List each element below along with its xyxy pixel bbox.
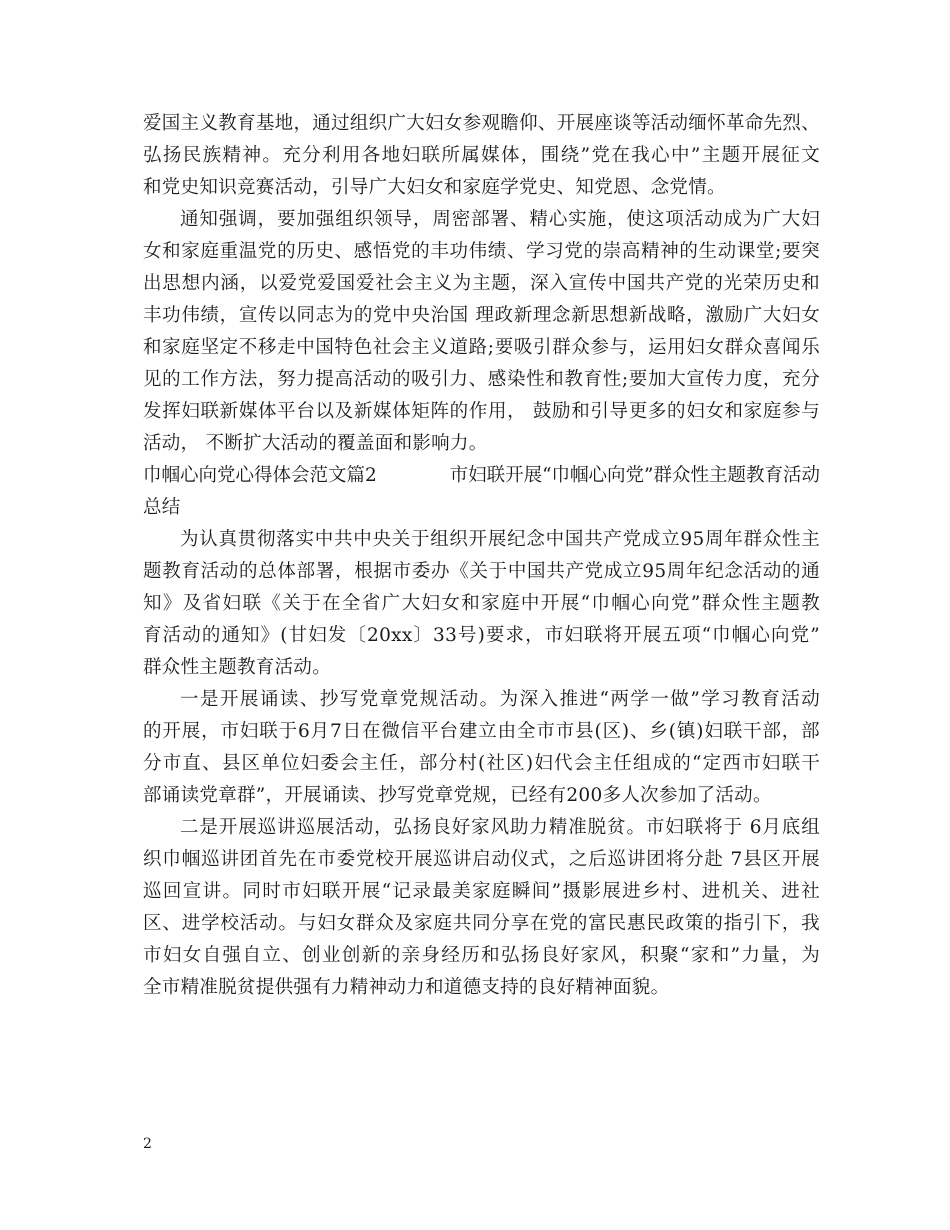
text-line: 一是开展诵读、抄写党章党规活动。为深入推进“两学一做”学习教育活动 — [180, 689, 820, 710]
text-line: 爱国主义教育基地，通过组织广大妇女参观瞻仰、开展座谈等活动缅怀革命先烈、 — [143, 113, 820, 134]
paragraph-intro — [143, 524, 820, 684]
text-line: 出思想内涵，以爱党爱国爱社会主义为主题，深入宣传中国共产党的光荣历史和 — [143, 273, 820, 294]
text-line: 二是开展巡讲巡展活动，弘扬良好家风助力精准脱贫。市妇联将于 6月底组 — [180, 817, 820, 838]
section-heading — [143, 460, 820, 492]
text-line: 市妇女自强自立、创业创新的亲身经历和弘扬良好家风，积聚“家和”力量，为 — [143, 945, 820, 966]
text-line: 区、进学校活动。与妇女群众及家庭共同分享在党的富民惠民政策的指引下，我 — [143, 913, 820, 934]
text-line: 见的工作方法，努力提高活动的吸引力、感染性和教育性;要加大宣传力度，充分 — [143, 369, 820, 390]
paragraph-continued — [143, 108, 820, 204]
text-line: 知》及省妇联《关于在全省广大妇女和家庭中开展“巾帼心向党”群众性主题教 — [143, 593, 820, 614]
text-line: 女和家庭重温党的历史、感悟党的丰功伟绩、学习党的崇高精神的生动课堂;要突 — [143, 241, 820, 262]
paragraph-notice — [143, 204, 820, 460]
text-line: 和家庭坚定不移走中国特色社会主义道路;要吸引群众参与，运用妇女群众喜闻乐 — [143, 337, 820, 358]
text-line: 为认真贯彻落实中共中央关于组织开展纪念中国共产党成立95周年群众性主 — [180, 529, 820, 550]
text-line: 题教育活动的总体部署，根据市委办《关于中国共产党成立95周年纪念活动的通 — [143, 561, 820, 582]
text-line: 通知强调，要加强组织领导，周密部署、精心实施，使这项活动成为广大妇 — [180, 209, 820, 230]
section-heading-left: 巾帼心向党心得体会范文篇2 — [143, 465, 377, 486]
text-line: 全市精准脱贫提供强有力精神动力和道德支持的良好精神面貌。 — [143, 977, 670, 998]
section-heading-continuation: 总结 — [143, 497, 181, 518]
text-line: 弘扬民族精神。充分利用各地妇联所属媒体，围绕”党在我心中”主题开展征文 — [143, 145, 820, 166]
page-number: 2 — [143, 1136, 152, 1152]
text-line: 和党史知识竞赛活动，引导广大妇女和家庭学党史、知党恩、念党情。 — [143, 177, 726, 198]
text-line: 巡回宣讲。同时市妇联开展“记录最美家庭瞬间”摄影展进乡村、进机关、进社 — [143, 881, 820, 902]
text-line: 发挥妇联新媒体平台以及新媒体矩阵的作用， 鼓励和引导更多的妇女和家庭参与 — [143, 401, 820, 422]
paragraphs-after-heading — [143, 524, 820, 1004]
paragraph-first — [143, 684, 820, 812]
text-line: 部诵读党章群”，开展诵读、抄写党章党规，已经有200多人次参加了活动。 — [143, 785, 772, 806]
text-line: 分市直、县区单位妇委会主任，部分村(社区)妇代会主任组成的“定西市妇联干 — [143, 753, 820, 774]
text-line: 织巾帼巡讲团首先在市委党校开展巡讲启动仪式，之后巡讲团将分赴 7县区开展 — [143, 849, 820, 870]
section-heading-right: 市妇联开展“巾帼心向党”群众性主题教育活动 — [449, 465, 820, 486]
document-body — [143, 108, 820, 1004]
text-line: 群众性主题教育活动。 — [143, 657, 332, 678]
paragraph-second — [143, 812, 820, 1004]
paragraphs-before-heading — [143, 108, 820, 460]
text-line: 的开展，市妇联于6月7日在微信平台建立由全市市县(区)、乡(镇)妇联干部，部 — [143, 721, 820, 742]
text-line: 丰功伟绩，宣传以同志为的党中央治国 理政新理念新思想新战略，激励广大妇女 — [143, 305, 820, 326]
text-line: 活动， 不断扩大活动的覆盖面和影响力。 — [143, 433, 488, 454]
text-line: 育活动的通知》(甘妇发〔20xx〕33号)要求，市妇联将开展五项“巾帼心向党” — [143, 625, 820, 646]
